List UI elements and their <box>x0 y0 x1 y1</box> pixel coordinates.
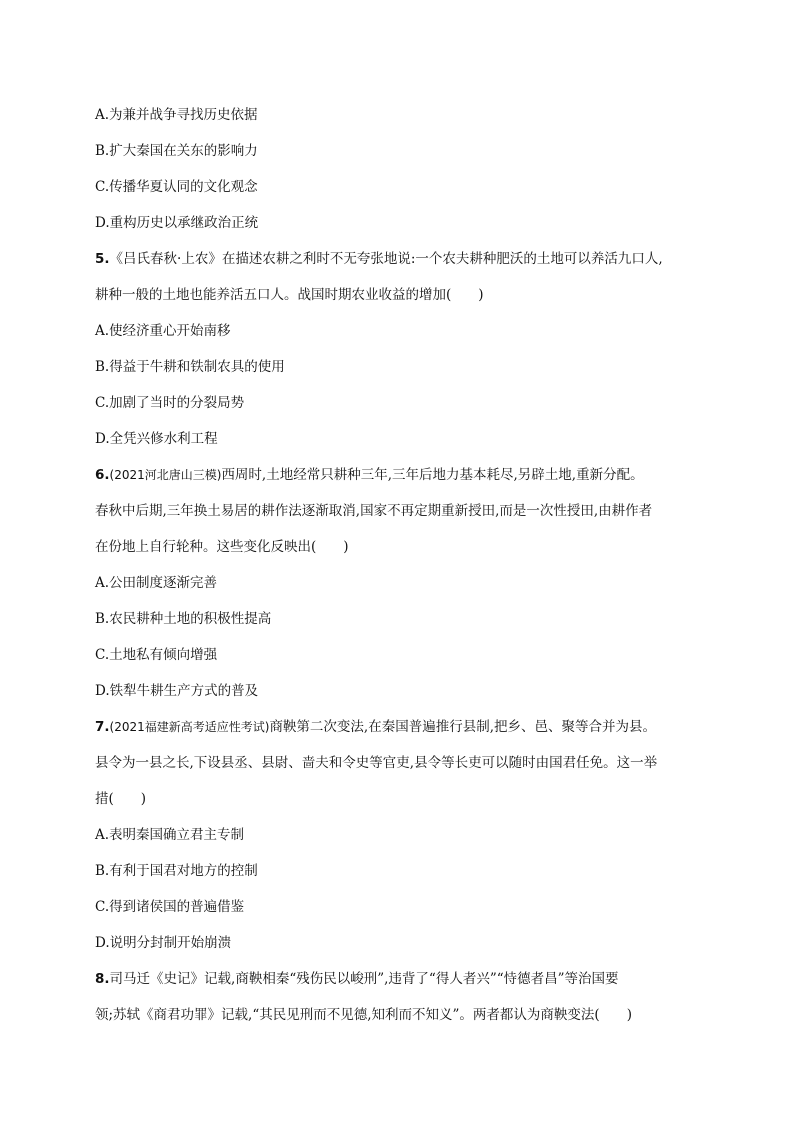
q7-stem-line-1 <box>95 719 656 735</box>
q6-stem-line-3: 在份地上自行轮种。这些变化反映出( ) <box>95 539 349 555</box>
q5-number: 5. <box>95 251 110 267</box>
q7-option-b: B.有利于国君对地方的控制 <box>95 863 258 879</box>
q6-option-d: D.铁犁牛耕生产方式的普及 <box>95 683 259 699</box>
q4-option-c: C.传播华夏认同的文化观念 <box>95 179 258 195</box>
q7-option-a: A.表明秦国确立君主专制 <box>95 827 245 843</box>
q5-option-b: B.得益于牛耕和铁制农具的使用 <box>95 359 285 375</box>
q7-option-c: C.得到诸侯国的普遍借鉴 <box>95 899 245 915</box>
q4-option-a: A.为兼并战争寻找历史依据 <box>95 107 258 123</box>
q6-option-a: A.公田制度逐渐完善 <box>95 575 218 591</box>
q4-option-b: B.扩大秦国在关东的影响力 <box>95 143 258 159</box>
q7-stem-line-3: 措( ) <box>95 791 147 807</box>
q6-stem-text-1: 西周时,土地经常只耕种三年,三年后地力基本耗尽,另辟土地,重新分配。 <box>221 467 644 483</box>
q5-stem-line-2: 耕种一般的土地也能养活五口人。战国时期农业收益的增加( ) <box>95 287 484 303</box>
q7-stem-text-1: 商鞅第二次变法,在秦国普遍推行县制,把乡、邑、聚等合并为县。 <box>269 719 657 735</box>
q5-option-c: C.加剧了当时的分裂局势 <box>95 395 245 411</box>
q7-option-d: D.说明分封制开始崩溃 <box>95 935 232 951</box>
q6-stem-line-2: 春秋中后期,三年换土易居的耕作法逐渐取消,国家不再定期重新授田,而是一次性授田,由耕作者 <box>95 503 653 519</box>
q7-source: (2021福建新高考适应性考试) <box>109 720 270 734</box>
q5-option-d: D.全凭兴修水利工程 <box>95 431 218 447</box>
q6-option-c: C.土地私有倾向增强 <box>95 647 218 663</box>
q8-stem-line-1 <box>95 971 619 987</box>
q7-stem-line-2: 县令为一县之长,下设县丞、县尉、啬夫和令史等官吏,县令等长吏可以随时由国君任免。这一举 <box>95 755 658 771</box>
q8-stem-text-1: 司马迁《史记》记载,商鞅相秦“残伤民以峻刑”,违背了“得人者兴”“恃德者昌”等治国要 <box>109 971 619 987</box>
q6-stem-line-1 <box>95 467 644 483</box>
q7-number: 7. <box>95 719 110 735</box>
q5-option-a: A.使经济重心开始南移 <box>95 323 231 339</box>
q6-number: 6. <box>95 467 110 483</box>
q6-source: (2021河北唐山三模) <box>109 468 222 482</box>
q5-stem-text-1: 《吕氏春秋·上农》在描述农耕之利时不无夸张地说:一个农夫耕种肥沃的土地可以养活九口人, <box>109 251 663 267</box>
q8-number: 8. <box>95 971 110 987</box>
q8-stem-line-2: 领;苏轼《商君功罪》记载,“其民见刑而不见德,知利而不知义”。两者都认为商鞅变法( ) <box>95 1007 632 1023</box>
q5-stem-line-1 <box>95 251 663 267</box>
q6-option-b: B.农民耕种土地的积极性提高 <box>95 611 272 627</box>
q4-option-d: D.重构历史以承继政治正统 <box>95 215 259 231</box>
